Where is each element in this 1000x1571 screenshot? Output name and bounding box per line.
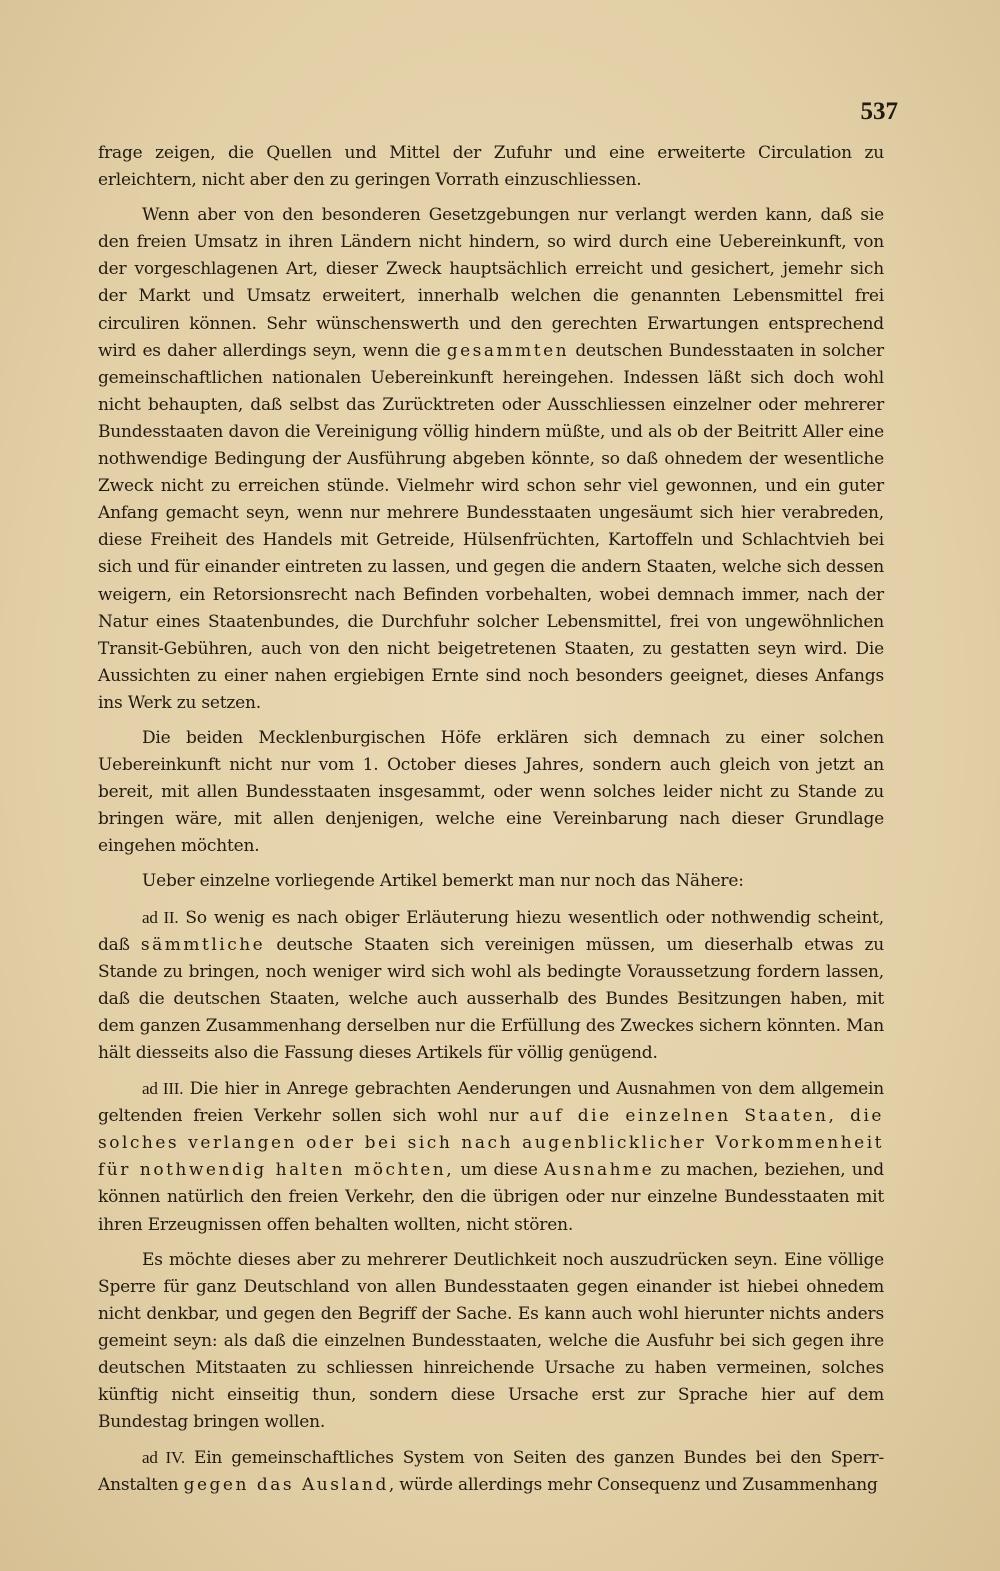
emphasis-text: auf die einzelnen Staaten, die solches verlangen oder bei sich nach augenblicklicher Vorkommenheit für nothwendig halten möchten, (98, 1106, 884, 1181)
article-label: ad II. (142, 907, 179, 927)
paragraph-ad-iii: ad III. Die hier in Anrege gebrachten Aenderungen und Ausnahmen von dem allgemein geltenden freien Verkehr sollen sich wohl nur auf die einzelnen Staaten, die solches verlangen oder bei sich nach augenblicklicher Vorkommenheit für nothwendig halten möchten, um diese Ausnahme zu machen, beziehen, und können natürlich den freien Verkehr, den die übrigen oder nur einzelne Bundesstaaten mit ihren Erzeugnissen offen behalten wollten, nicht stören. (98, 1079, 884, 1235)
paragraph-clarification: Es möchte dieses aber zu mehrerer Deutlichkeit noch auszudrücken seyn. Eine völlige Sperre für ganz Deutschland von allen Bundesstaaten gegen einander ist hiebei ohnedem nicht denkbar, und gegen den Begriff der Sache. Es kann auch wohl hierunter nichts anders gemeint seyn: als daß die einzelnen Bundesstaaten, welche die Ausfuhr bei sich gegen ihre deutschen Mitstaaten zu schliessen hinreichende Ursache zu haben vermeinen, solches künftig nicht einseitig thun, sondern diese Ursache erst zur Sprache hier auf dem Bundestag bringen wollen. (98, 1249, 884, 1433)
paragraph-articles-intro: Ueber einzelne vorliegende Artikel bemerkt man nur noch das Nähere: (142, 871, 744, 892)
paragraph-continuation: frage zeigen, die Quellen und Mittel der Zufuhr und eine erweiterte Circulation zu erleichtern, nicht aber den zu geringen Vorrath einzuschliessen. (98, 143, 884, 191)
article-label: ad IV. (142, 1448, 185, 1468)
emphasis-text: gegen das Ausland (183, 1475, 389, 1496)
article-label: ad III. (142, 1079, 184, 1099)
paragraph-general-agreement: Wenn aber von den besonderen Gesetzgebungen nur verlangt werden kann, daß sie den freien Umsatz in ihren Ländern nicht hindern, so wird durch eine Uebereinkunft, von der vorgeschlagenen Art, dieser Zweck hauptsächlich erreicht und gesichert, jemehr sich der Markt und Umsatz erweitert, innerhalb welchen die genannten Lebensmittel frei circuliren können. Sehr wünschenswerth und den gerechten Erwartungen entsprechend wird es daher allerdings seyn, wenn die gesammten deutschen Bundesstaaten in solcher gemeinschaftlichen nationalen Uebereinkunft hereingehen. Indessen läßt sich doch wohl nicht behaupten, daß selbst das Zurücktreten oder Ausschliessen einzelner oder mehrerer Bundesstaaten davon die Vereinigung völlig hindern müßte, und als ob der Beitritt Aller eine nothwendige Bedingung der Ausführung abgeben könnte, so daß ohnedem der wesentliche Zweck nicht zu erreichen stünde. Vielmehr wird schon sehr viel gewonnen, und ein guter Anfang gemacht seyn, wenn nur mehrere Bundesstaaten ungesäumt sich hier verabreden, diese Freiheit des Handels mit Getreide, Hülsenfrüchten, Kartoffeln und Schlachtvieh bei sich und für einander eintreten zu lassen, und gegen die andern Staaten, welche sich dessen weigern, ein Retorsionsrecht nach Befinden vorbehalten, wobei demnach immer, nach der Natur eines Staatenbundes, die Durchfuhr solcher Lebensmittel, frei von ungewöhnlichen Transit-Gebühren, auch von den nicht beigetretenen Staaten, zu gestatten seyn wird. Die Aussichten zu einer nahen ergiebigen Ernte sind noch besonders geeignet, dieses Anfangs ins Werk zu setzen. (98, 205, 884, 713)
paragraph-ad-iv: ad IV. Ein gemeinschaftliches System von Seiten des ganzen Bundes bei den Sperr-Anstalten gegen das Ausland, würde allerdings mehr Consequenz und Zusammenhang (98, 1448, 884, 1496)
paragraph-mecklenburg: Die beiden Mecklenburgischen Höfe erklären sich demnach zu einer solchen Uebereinkunft nicht nur vom 1. October dieses Jahres, sondern auch gleich von jetzt an bereit, mit allen Bundesstaaten insgesammt, oder wenn solches leider nicht zu Stande zu bringen wäre, mit allen denjenigen, welche eine Vereinbarung nach dieser Grundlage eingehen möchten. (98, 727, 884, 857)
page-number: 537 (860, 98, 898, 125)
emphasis-text: gesammten (446, 340, 570, 361)
page-body-text (98, 140, 884, 1500)
emphasis-text: Ausnahme (544, 1160, 655, 1181)
emphasis-text: sämmtliche (140, 934, 266, 955)
paragraph-ad-ii: ad II. So wenig es nach obiger Erläuterung hiezu wesentlich oder nothwendig scheint, daß sämmtliche deutsche Staaten sich vereinigen müssen, um dieserhalb etwas zu Stande zu bringen, noch weniger wird sich wohl als bedingte Voraussetzung fordern lassen, daß die deutschen Staaten, welche auch ausserhalb des Bundes Besitzungen haben, mit dem ganzen Zusammenhang derselben nur die Erfüllung des Zweckes sichern könnten. Man hält diesseits also die Fassung dieses Artikels für völlig genügend. (98, 907, 885, 1063)
